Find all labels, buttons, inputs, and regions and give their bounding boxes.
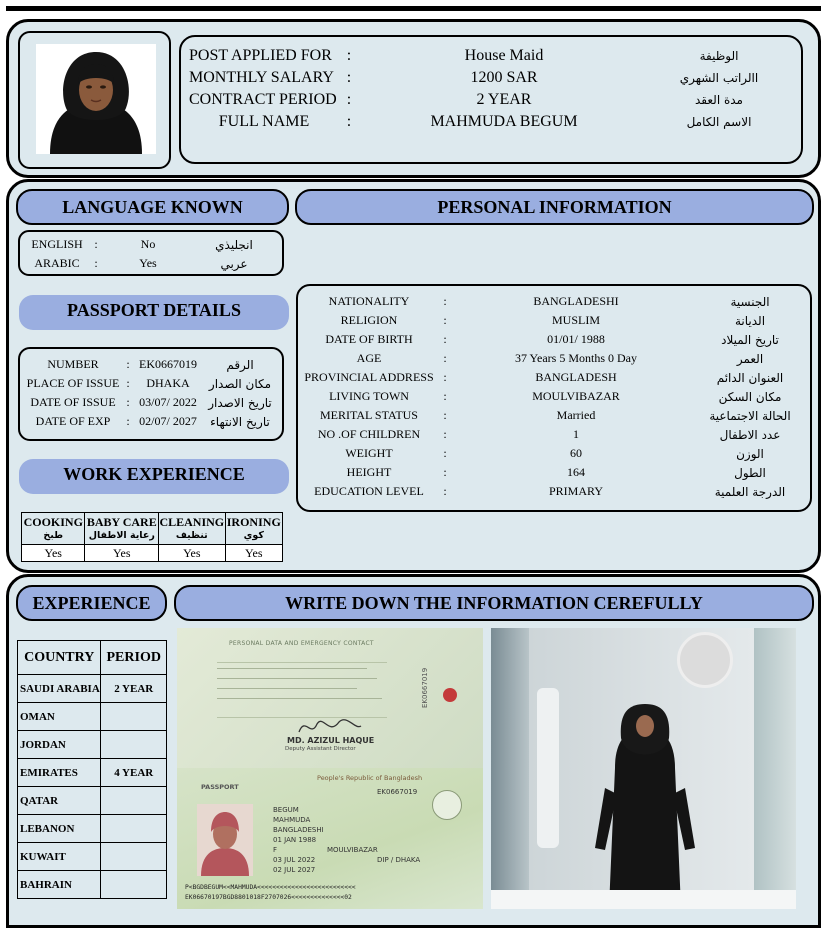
language-arabic: عربي: [220, 256, 248, 271]
passport-photo: [197, 804, 253, 876]
top-rule: [6, 6, 821, 11]
personal-row: [304, 349, 804, 368]
full-body-photo: [491, 628, 796, 909]
personal-colon: :: [443, 332, 447, 346]
header-row: [189, 67, 789, 89]
experience-country: JORDAN: [18, 731, 101, 759]
personal-colon: :: [443, 484, 447, 498]
header-value: MAHMUDA BEGUM: [430, 113, 578, 130]
header-arabic: الاسم الكامل: [686, 115, 752, 129]
skill-name-arabic: تنظيف: [175, 529, 208, 541]
scan-given-name: MAHMUDA: [273, 816, 311, 824]
personal-row: [304, 368, 804, 387]
experience-table: [17, 640, 167, 899]
skill-header: [85, 513, 159, 545]
passport-label: PLACE OF ISSUE: [26, 376, 120, 390]
passport-value: 03/07/ 2022: [139, 395, 197, 409]
personal-arabic: الجنسية: [730, 294, 770, 309]
scan-expiry-date: 02 JUL 2027: [273, 866, 316, 874]
passport-arabic: مكان الصدار: [208, 376, 272, 391]
header-row: [189, 89, 789, 111]
experience-country: OMAN: [18, 703, 101, 731]
personal-arabic: الحالة الاجتماعية: [709, 408, 791, 423]
personal-colon: :: [443, 408, 447, 422]
experience-row: [18, 759, 167, 787]
skill-name-arabic: طبخ: [43, 529, 64, 541]
country-column-header: COUNTRY: [18, 641, 101, 675]
language-row: [26, 254, 276, 273]
header-colon: :: [346, 91, 352, 108]
passport-colon: :: [126, 414, 130, 428]
experience-country: SAUDI ARABIA: [18, 675, 101, 703]
experience-country: LEBANON: [18, 815, 101, 843]
skill-name: CLEANING: [159, 514, 225, 529]
passport-value: DHAKA: [146, 376, 190, 390]
passport-colon: :: [126, 357, 130, 371]
language-label: ARABIC: [34, 256, 80, 270]
scan-top-heading: PERSONAL DATA AND EMERGENCY CONTACT: [229, 640, 374, 647]
personal-label: MERITAL STATUS: [320, 408, 418, 422]
personal-label: PROVINCIAL ADDRESS: [304, 370, 434, 384]
scan-number: EK0667019: [377, 788, 418, 796]
personal-value: MUSLIM: [551, 313, 600, 327]
personal-row: [304, 311, 804, 330]
header-arabic: االراتب الشهري: [679, 71, 759, 85]
experience-period: [101, 815, 167, 843]
passport-scan-image: [177, 628, 483, 909]
scan-issue-date: 03 JUL 2022: [273, 856, 316, 864]
personal-colon: :: [443, 465, 447, 479]
experience-row: [18, 787, 167, 815]
scan-birthplace: MOULVIBAZAR: [327, 846, 378, 854]
header-arabic: مدة العقد: [695, 93, 743, 107]
personal-colon: :: [443, 351, 447, 365]
passport-row: [25, 412, 279, 431]
standing-person: [585, 698, 705, 908]
personal-colon: :: [443, 389, 447, 403]
personal-value: 37 Years 5 Months 0 Day: [514, 351, 637, 365]
experience-row: [18, 731, 167, 759]
passport-row: [25, 393, 279, 412]
personal-row: [304, 463, 804, 482]
language-label: ENGLISH: [31, 237, 83, 251]
skill-header: [225, 513, 282, 545]
personal-arabic: الوزن: [736, 446, 764, 461]
experience-row: [18, 815, 167, 843]
personal-row: [304, 387, 804, 406]
skill-name: IRONING: [226, 514, 281, 529]
passport-arabic: تاريخ الاصدار: [208, 395, 272, 410]
personal-value: 60: [570, 446, 582, 460]
details-section: [6, 179, 821, 573]
personal-colon: :: [443, 313, 447, 327]
personal-arabic: العمر: [736, 351, 764, 366]
personal-label: NATIONALITY: [328, 294, 410, 308]
passport-row: [25, 374, 279, 393]
personal-label: DATE OF BIRTH: [325, 332, 413, 346]
language-box: [18, 230, 284, 276]
skills-table: [21, 512, 283, 562]
personal-arabic: تاريخ الميلاد: [721, 332, 779, 347]
personal-value: 164: [567, 465, 585, 479]
language-value: Yes: [139, 256, 157, 270]
passport-arabic: تاريخ الانتهاء: [210, 414, 270, 429]
header-arabic: الوظيفة: [699, 49, 739, 63]
bd-emblem-icon: [443, 688, 457, 702]
write-down-banner: WRITE DOWN THE INFORMATION CEREFULLY: [174, 585, 814, 621]
personal-arabic: عدد الاطفال: [719, 427, 781, 442]
skill-name: COOKING: [23, 514, 83, 529]
profile-photo: [36, 44, 156, 154]
experience-period: [101, 871, 167, 899]
passport-colon: :: [126, 376, 130, 390]
skill-value: Yes: [225, 545, 282, 562]
skill-name-arabic: كوي: [243, 529, 264, 541]
header-label: CONTRACT PERIOD: [189, 91, 337, 108]
header-table: [189, 45, 789, 133]
skill-value: Yes: [85, 545, 159, 562]
personal-arabic: الدرجة العلمية: [714, 484, 786, 499]
header-info-box: [179, 35, 803, 164]
passport-value: EK0667019: [139, 357, 197, 371]
scan-surname: BEGUM: [273, 806, 299, 814]
personal-label: EDUCATION LEVEL: [314, 484, 424, 498]
passport-label: DATE OF EXP: [35, 414, 111, 428]
header-row: [189, 45, 789, 67]
skill-header: [22, 513, 85, 545]
experience-row: [18, 843, 167, 871]
experience-country: QATAR: [18, 787, 101, 815]
profile-photo-frame: [18, 31, 171, 169]
skill-value: Yes: [22, 545, 85, 562]
header-label: FULL NAME: [218, 113, 310, 130]
scan-sex: F: [273, 846, 278, 854]
personal-value: MOULVIBAZAR: [532, 389, 620, 403]
passport-details-title: PASSPORT DETAILS: [19, 295, 289, 330]
header-label: POST APPLIED FOR: [189, 47, 332, 64]
personal-row: [304, 330, 804, 349]
header-value: 1200 SAR: [470, 69, 538, 86]
passport-value: 02/07/ 2027: [139, 414, 197, 428]
scan-passport-word: PASSPORT: [201, 783, 239, 791]
scan-nationality: BANGLADESHI: [273, 826, 324, 834]
experience-section: [6, 574, 821, 928]
passport-box: [18, 347, 284, 441]
scan-authority: DIP / DHAKA: [377, 856, 421, 864]
experience-country: BAHRAIN: [18, 871, 101, 899]
passport-arabic: الرقم: [226, 357, 254, 372]
experience-period: [101, 731, 167, 759]
personal-arabic: الطول: [734, 465, 766, 480]
header-value: 2 YEAR: [476, 91, 532, 108]
personal-label: RELIGION: [340, 313, 398, 327]
personal-arabic: العنوان الدائم: [716, 370, 784, 385]
personal-row: [304, 482, 804, 501]
scan-number-vertical: EK0667019: [421, 667, 429, 708]
header-value: House Maid: [464, 47, 544, 64]
personal-arabic: مكان السكن: [718, 389, 782, 404]
personal-label: NO .OF CHILDREN: [317, 427, 421, 441]
header-row: [189, 111, 789, 133]
personal-colon: :: [443, 427, 447, 441]
experience-country: KUWAIT: [18, 843, 101, 871]
experience-row: [18, 871, 167, 899]
work-experience-title: WORK EXPERIENCE: [19, 459, 289, 494]
personal-value: Married: [556, 408, 596, 422]
personal-label: HEIGHT: [346, 465, 392, 479]
language-value: No: [140, 237, 156, 251]
header-section: [6, 19, 821, 178]
passport-colon: :: [126, 395, 130, 409]
skill-header: [159, 513, 226, 545]
skill-name: BABY CARE: [86, 514, 157, 529]
personal-value: PRIMARY: [548, 484, 604, 498]
personal-label: AGE: [356, 351, 382, 365]
passport-row: [25, 355, 279, 374]
personal-arabic: الديانة: [734, 313, 766, 328]
language-row: [26, 235, 276, 254]
language-arabic: انجليذي: [215, 237, 253, 252]
skill-value: Yes: [159, 545, 226, 562]
language-colon: :: [94, 237, 98, 251]
personal-colon: :: [443, 294, 447, 308]
personal-value: 01/01/ 1988: [547, 332, 605, 346]
experience-country: EMIRATES: [18, 759, 101, 787]
experience-period: [101, 703, 167, 731]
passport-label: DATE OF ISSUE: [30, 395, 116, 409]
personal-label: LIVING TOWN: [329, 389, 409, 403]
experience-period: 2 YEAR: [101, 675, 167, 703]
skill-name-arabic: رعاية الاطفال: [88, 529, 155, 541]
language-colon: :: [94, 256, 98, 270]
header-colon: :: [346, 69, 352, 86]
personal-row: [304, 425, 804, 444]
personal-row: [304, 444, 804, 463]
header-label: MONTHLY SALARY: [189, 69, 334, 86]
wall-fan-icon: [677, 632, 733, 688]
scan-seal-icon: [432, 790, 462, 820]
scan-dob: 01 JAN 1988: [273, 836, 317, 844]
scan-mrz-line-1: P<BGDBEGUM<<MAHMUDA<<<<<<<<<<<<<<<<<<<<<<<<<<: [185, 884, 356, 891]
personal-label: WEIGHT: [345, 446, 393, 460]
scan-mrz-line-2: EK06670197BGD8801018F2707026<<<<<<<<<<<<<<02: [185, 894, 352, 901]
personal-row: [304, 292, 804, 311]
header-colon: :: [346, 47, 352, 64]
experience-period: 4 YEAR: [101, 759, 167, 787]
personal-value: BANGLADESH: [535, 370, 617, 384]
experience-period: [101, 843, 167, 871]
scan-signature-title: Deputy Assistant Director: [285, 746, 356, 752]
passport-label: NUMBER: [47, 357, 99, 371]
experience-period: [101, 787, 167, 815]
personal-colon: :: [443, 370, 447, 384]
scan-doc-heading: People's Republic of Bangladesh: [317, 774, 423, 782]
personal-value: BANGLADESHI: [533, 294, 619, 308]
language-known-title: LANGUAGE KNOWN: [16, 189, 289, 225]
experience-title: EXPERIENCE: [16, 585, 167, 621]
experience-row: [18, 675, 167, 703]
personal-info-title: PERSONAL INFORMATION: [295, 189, 814, 225]
scan-signature-name: MD. AZIZUL HAQUE: [287, 736, 375, 745]
personal-value: 1: [573, 427, 579, 441]
personal-row: [304, 406, 804, 425]
personal-colon: :: [443, 446, 447, 460]
header-colon: :: [346, 113, 352, 130]
personal-info-box: [296, 284, 812, 512]
experience-row: [18, 703, 167, 731]
period-column-header: PERIOD: [101, 641, 167, 675]
